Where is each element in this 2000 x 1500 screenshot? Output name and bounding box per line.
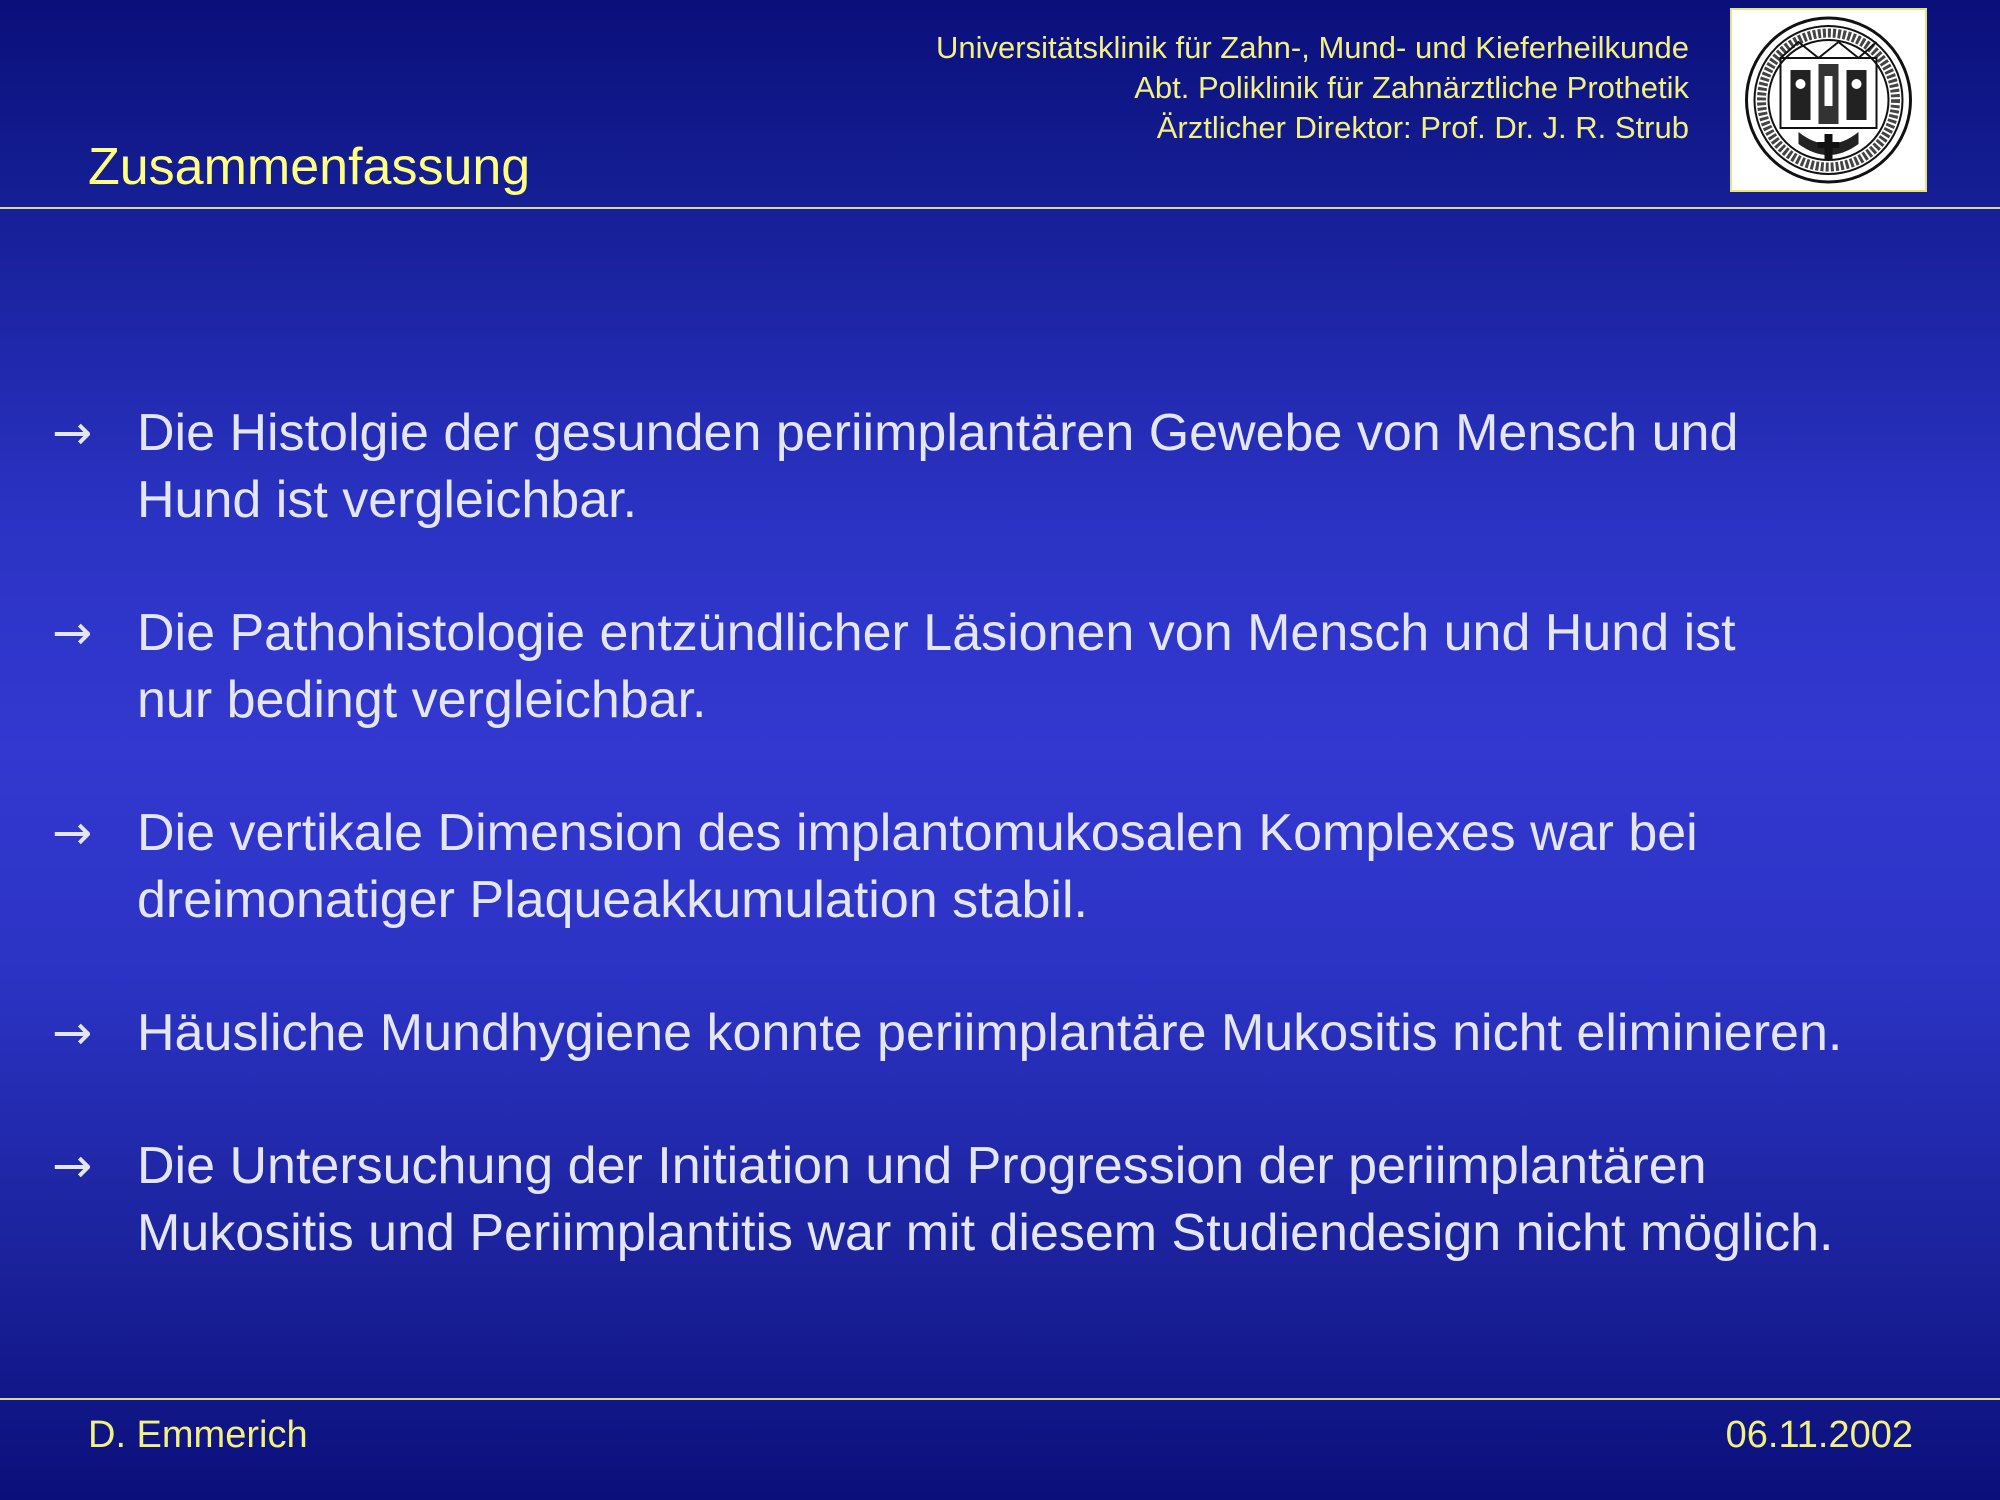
arrow-right-icon: → bbox=[52, 405, 93, 461]
bullet-item-1 bbox=[0, 400, 2000, 534]
institution-line-director: Ärztlicher Direktor: Prof. Dr. J. R. Strub bbox=[1156, 110, 1689, 145]
bullet-item-2 bbox=[0, 600, 2000, 734]
header-divider bbox=[0, 207, 2000, 209]
bullet-text: Die Untersuchung der Initiation und Progression der periimplantären Mukositis und Periimplantitis war mit diesem Studiendesign nicht möglich. bbox=[137, 1137, 1834, 1262]
bullet-text: Die Pathohistologie entzündlicher Läsionen von Mensch und Hund ist nur bedingt vergleichbar. bbox=[137, 604, 1736, 729]
arrow-right-icon: → bbox=[52, 1138, 93, 1194]
university-seal-icon bbox=[1738, 14, 1919, 186]
university-seal-logo bbox=[1730, 8, 1927, 192]
bullet-text: Die vertikale Dimension des implantomukosalen Komplexes war bei dreimonatiger Plaqueakkumulation stabil. bbox=[137, 804, 1698, 929]
summary-bullet-list bbox=[0, 400, 2000, 1333]
bullet-text: Häusliche Mundhygiene konnte periimplantäre Mukositis nicht eliminieren. bbox=[137, 1004, 1843, 1062]
institution-line-department: Abt. Poliklinik für Zahnärztliche Prothetik bbox=[1134, 70, 1689, 105]
bullet-item-3 bbox=[0, 800, 2000, 934]
bullet-item-4 bbox=[0, 1000, 2000, 1067]
arrow-right-icon: → bbox=[52, 605, 93, 661]
arrow-right-icon: → bbox=[52, 805, 93, 861]
slide-title: Zusammenfassung bbox=[88, 138, 531, 196]
footer-author: D. Emmerich bbox=[88, 1414, 308, 1456]
bullet-item-5 bbox=[0, 1133, 2000, 1267]
bullet-text: Die Histolgie der gesunden periimplantären Gewebe von Mensch und Hund ist vergleichbar. bbox=[137, 404, 1739, 529]
institution-header bbox=[936, 28, 1689, 148]
institution-line-clinic: Universitätsklinik für Zahn-, Mund- und Kieferheilkunde bbox=[936, 30, 1689, 65]
footer-date: 06.11.2002 bbox=[1725, 1414, 1913, 1456]
arrow-right-icon: → bbox=[52, 1005, 93, 1061]
footer-divider bbox=[0, 1398, 2000, 1400]
